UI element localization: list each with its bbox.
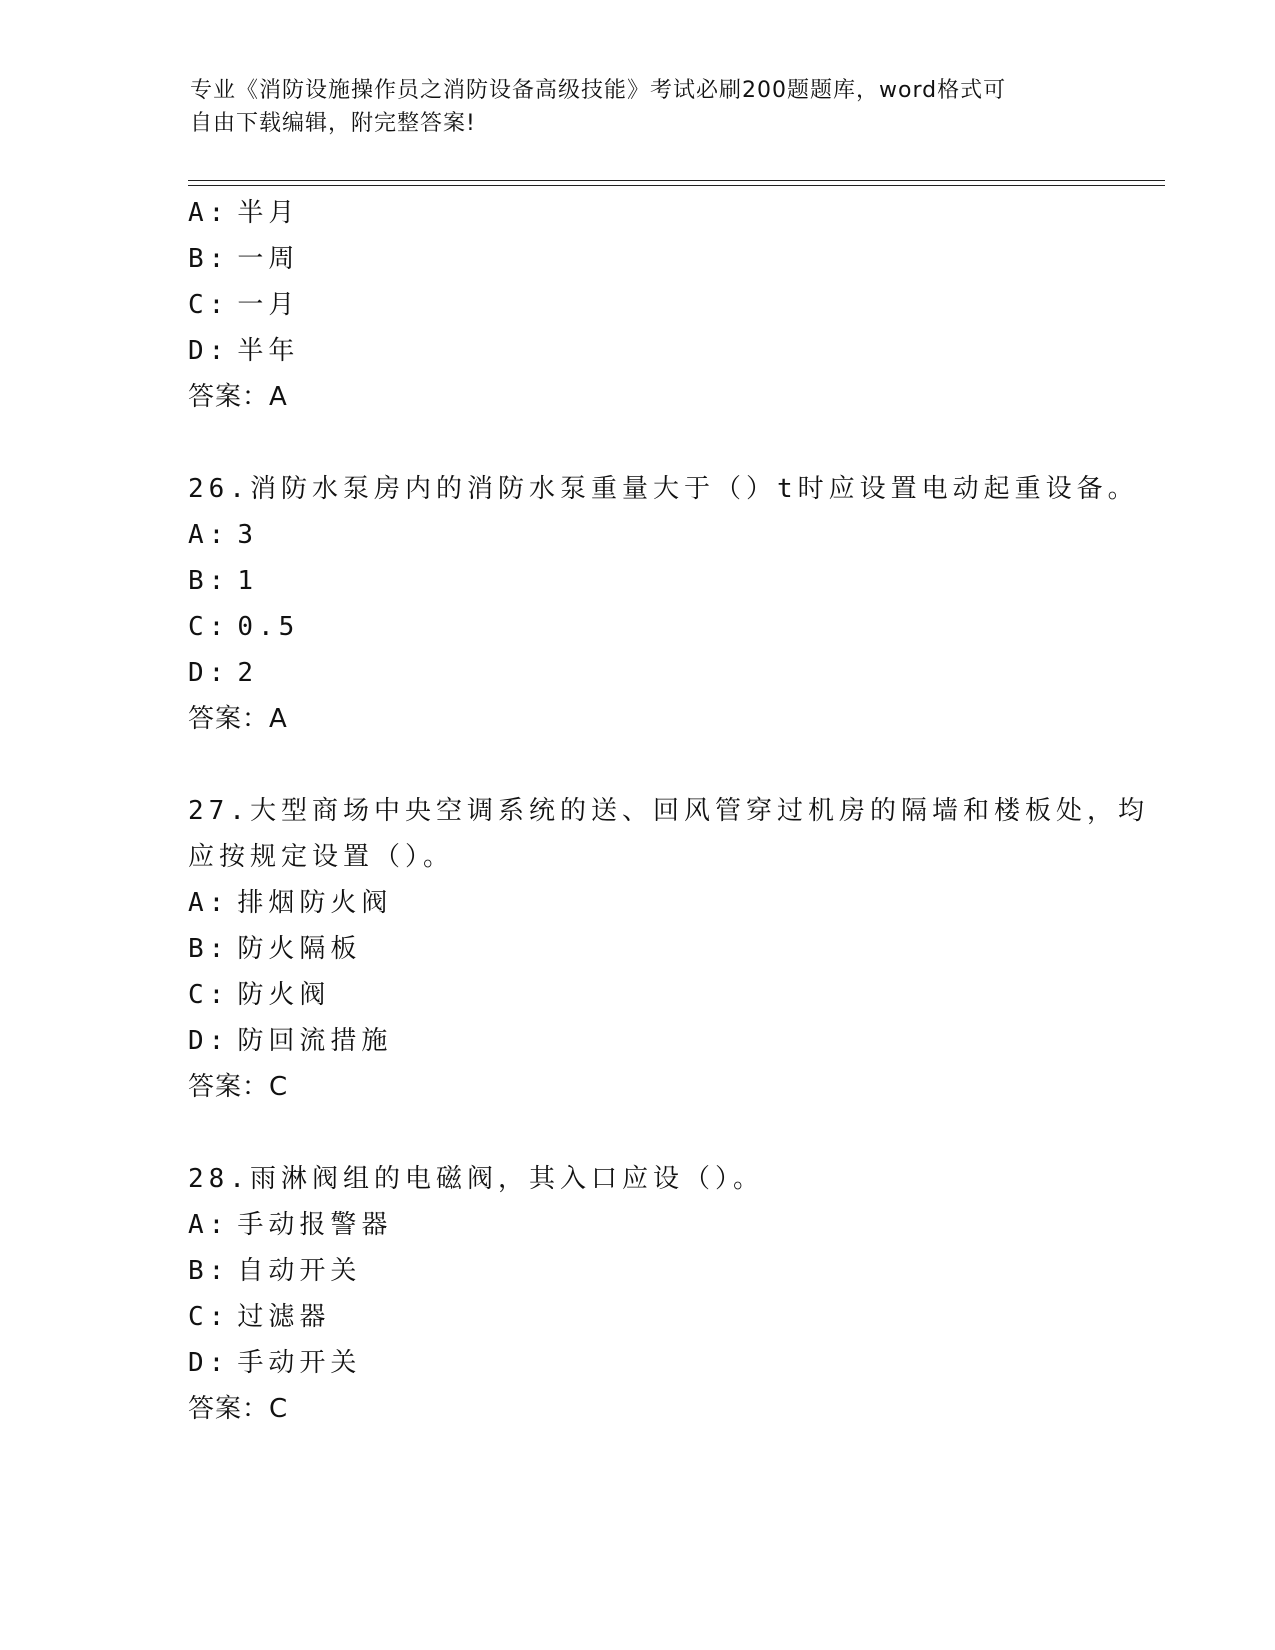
option-b bbox=[188, 236, 1148, 282]
option-text: 0.5 bbox=[237, 612, 300, 642]
question-stem-line: 27.大型商场中央空调系统的送、回风管穿过机房的隔墙和楼板处，均 bbox=[188, 796, 1149, 826]
question-stem bbox=[188, 1156, 1148, 1202]
question-26 bbox=[188, 466, 1148, 742]
option-text: 排烟防火阀 bbox=[237, 888, 393, 918]
option-text: 一周 bbox=[237, 244, 300, 274]
option-text: 防回流措施 bbox=[237, 1026, 393, 1056]
option-c bbox=[188, 1294, 1148, 1340]
question-25-continued bbox=[188, 190, 1148, 420]
question-stem bbox=[188, 466, 1148, 512]
question-28 bbox=[188, 1156, 1148, 1432]
option-text: 手动开关 bbox=[237, 1348, 362, 1378]
option-letter: D: bbox=[188, 1026, 230, 1056]
question-stem-line: 26.消防水泵房内的消防水泵重量大于（）t时应设置电动起重设备。 bbox=[188, 474, 1139, 504]
option-d bbox=[188, 1018, 1148, 1064]
option-b bbox=[188, 558, 1148, 604]
option-text: 2 bbox=[237, 658, 258, 688]
option-letter: B: bbox=[188, 566, 230, 596]
option-letter: C: bbox=[188, 980, 230, 1010]
answer-line: 答案：A bbox=[188, 704, 288, 734]
answer-line: 答案：C bbox=[188, 1394, 289, 1424]
option-text: 半月 bbox=[237, 198, 300, 228]
option-letter: D: bbox=[188, 1348, 230, 1378]
option-c bbox=[188, 604, 1148, 650]
option-a bbox=[188, 880, 1148, 926]
header-divider-bottom bbox=[188, 185, 1165, 186]
option-letter: A: bbox=[188, 520, 230, 550]
option-d bbox=[188, 1340, 1148, 1386]
header-divider-top bbox=[188, 180, 1165, 181]
option-d bbox=[188, 650, 1148, 696]
option-text: 过滤器 bbox=[237, 1302, 331, 1332]
question-list bbox=[188, 190, 1148, 1478]
option-text: 一月 bbox=[237, 290, 300, 320]
option-letter: D: bbox=[188, 336, 230, 366]
option-letter: A: bbox=[188, 888, 230, 918]
option-letter: A: bbox=[188, 198, 230, 228]
header-title-line-2: 自由下载编辑，附完整答案! bbox=[190, 111, 476, 136]
option-letter: B: bbox=[188, 244, 230, 274]
option-letter: B: bbox=[188, 1256, 230, 1286]
option-text: 防火隔板 bbox=[237, 934, 362, 964]
option-text: 3 bbox=[237, 520, 258, 550]
question-27 bbox=[188, 788, 1148, 1110]
option-letter: C: bbox=[188, 290, 230, 320]
option-c bbox=[188, 282, 1148, 328]
option-text: 手动报警器 bbox=[237, 1210, 393, 1240]
header-title-line-1: 专业《消防设施操作员之消防设备高级技能》考试必刷200题题库，word格式可 bbox=[190, 78, 1007, 103]
question-stem-line: 应按规定设置（）。 bbox=[188, 842, 455, 872]
option-letter: D: bbox=[188, 658, 230, 688]
option-text: 半年 bbox=[237, 336, 300, 366]
option-a bbox=[188, 1202, 1148, 1248]
option-a bbox=[188, 512, 1148, 558]
page-header bbox=[190, 74, 1090, 140]
question-stem bbox=[188, 788, 1148, 880]
answer-line: 答案：A bbox=[188, 382, 288, 412]
option-c bbox=[188, 972, 1148, 1018]
option-d bbox=[188, 328, 1148, 374]
question-stem-line: 28.雨淋阀组的电磁阀，其入口应设（）。 bbox=[188, 1164, 764, 1194]
option-a bbox=[188, 190, 1148, 236]
option-b bbox=[188, 926, 1148, 972]
option-letter: B: bbox=[188, 934, 230, 964]
option-letter: C: bbox=[188, 612, 230, 642]
option-text: 防火阀 bbox=[237, 980, 331, 1010]
answer-line: 答案：C bbox=[188, 1072, 289, 1102]
option-letter: A: bbox=[188, 1210, 230, 1240]
option-text: 1 bbox=[237, 566, 258, 596]
option-text: 自动开关 bbox=[237, 1256, 362, 1286]
option-b bbox=[188, 1248, 1148, 1294]
option-letter: C: bbox=[188, 1302, 230, 1332]
